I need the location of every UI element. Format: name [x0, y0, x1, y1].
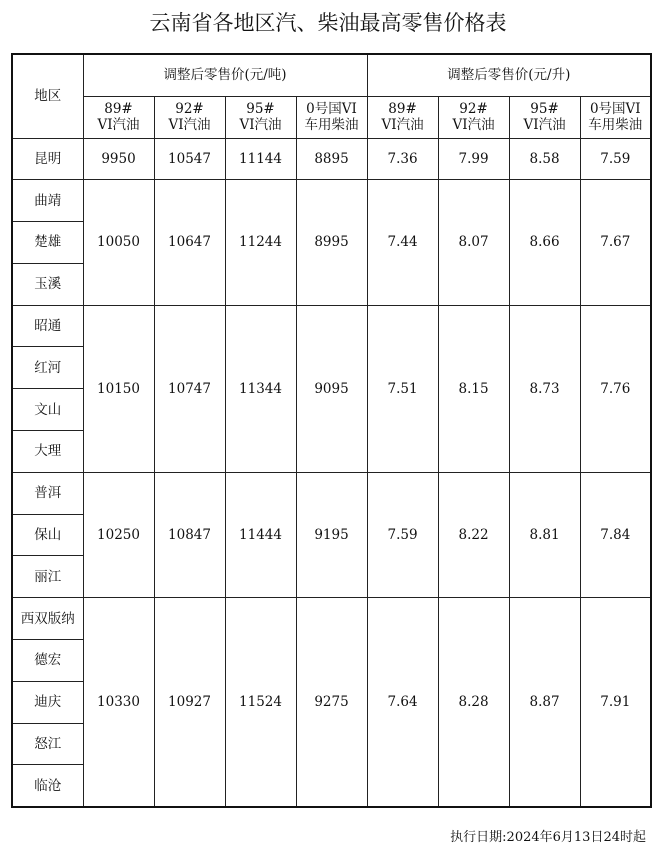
price-cell: 8995	[296, 180, 367, 305]
region-cell: 昭通	[12, 305, 83, 347]
price-cell: 8.07	[438, 180, 509, 305]
fuel-grade: 0号国VI	[589, 101, 641, 117]
price-cell: 9195	[296, 472, 367, 597]
price-cell: 8.15	[438, 305, 509, 472]
price-cell: 11344	[225, 305, 296, 472]
region-cell: 迪庆	[12, 681, 83, 723]
price-cell: 11144	[225, 138, 296, 180]
fuel-grade: 95#	[530, 101, 559, 117]
price-cell: 8.87	[509, 598, 580, 807]
table-row	[12, 138, 651, 180]
region-cell: 普洱	[12, 472, 83, 514]
price-cell: 10547	[154, 138, 225, 180]
fuel-type-header	[509, 96, 580, 138]
region-header: 地区	[12, 54, 83, 138]
price-cell: 7.44	[367, 180, 438, 305]
price-cell: 7.99	[438, 138, 509, 180]
price-cell: 11524	[225, 598, 296, 807]
fuel-type-header	[154, 96, 225, 138]
price-cell: 8.58	[509, 138, 580, 180]
fuel-grade: 0号国VI	[306, 101, 357, 117]
price-cell: 11244	[225, 180, 296, 305]
price-cell: 7.59	[367, 472, 438, 597]
region-cell: 楚雄	[12, 222, 83, 264]
table-row	[12, 598, 651, 640]
effective-date: 执行日期:2024年6月13日24时起	[450, 830, 646, 845]
price-cell: 7.76	[580, 305, 651, 472]
region-cell: 昆明	[12, 138, 83, 180]
group-header-per-ton: 调整后零售价(元/吨)	[83, 54, 367, 96]
region-cell: 文山	[12, 389, 83, 431]
price-cell: 10747	[154, 305, 225, 472]
fuel-grade: 89#	[104, 101, 133, 117]
page-title: 云南省各地区汽、柴油最高零售价格表	[149, 11, 507, 35]
region-cell: 德宏	[12, 640, 83, 682]
price-cell: 11444	[225, 472, 296, 597]
price-cell: 7.67	[580, 180, 651, 305]
table-row	[12, 305, 651, 347]
region-cell: 西双版纳	[12, 598, 83, 640]
price-cell: 10250	[83, 472, 154, 597]
fuel-grade: 95#	[246, 101, 275, 117]
price-cell: 7.84	[580, 472, 651, 597]
price-cell: 9275	[296, 598, 367, 807]
fuel-grade: 92#	[175, 101, 204, 117]
price-cell: 8.28	[438, 598, 509, 807]
region-cell: 保山	[12, 514, 83, 556]
fuel-kind: 车用柴油	[588, 117, 643, 133]
fuel-kind: VI汽油	[523, 117, 566, 133]
group-header-per-liter: 调整后零售价(元/升)	[367, 54, 651, 96]
fuel-kind: VI汽油	[97, 117, 140, 133]
region-cell: 玉溪	[12, 263, 83, 305]
price-cell: 8.73	[509, 305, 580, 472]
fuel-type-header	[225, 96, 296, 138]
price-cell: 8.81	[509, 472, 580, 597]
price-cell: 10927	[154, 598, 225, 807]
price-cell: 7.91	[580, 598, 651, 807]
region-cell: 丽江	[12, 556, 83, 598]
price-cell: 7.36	[367, 138, 438, 180]
fuel-type-header	[580, 96, 651, 138]
fuel-type-header	[296, 96, 367, 138]
price-cell: 8.22	[438, 472, 509, 597]
fuel-kind: VI汽油	[381, 117, 424, 133]
region-cell: 红河	[12, 347, 83, 389]
fuel-price-table	[11, 53, 652, 808]
fuel-kind: VI汽油	[452, 117, 495, 133]
price-cell: 10150	[83, 305, 154, 472]
fuel-type-header	[83, 96, 154, 138]
fuel-grade: 89#	[388, 101, 417, 117]
price-cell: 8895	[296, 138, 367, 180]
fuel-type-header	[367, 96, 438, 138]
table-row	[12, 472, 651, 514]
fuel-kind: 车用柴油	[304, 117, 359, 133]
price-cell: 10330	[83, 598, 154, 807]
region-cell: 临沧	[12, 765, 83, 807]
fuel-grade: 92#	[459, 101, 488, 117]
price-cell: 8.66	[509, 180, 580, 305]
region-cell: 曲靖	[12, 180, 83, 222]
price-cell: 7.51	[367, 305, 438, 472]
price-cell: 9950	[83, 138, 154, 180]
region-cell: 大理	[12, 431, 83, 473]
price-cell: 10050	[83, 180, 154, 305]
region-cell: 怒江	[12, 723, 83, 765]
price-cell: 9095	[296, 305, 367, 472]
fuel-kind: VI汽油	[239, 117, 282, 133]
fuel-kind: VI汽油	[168, 117, 211, 133]
price-cell: 10847	[154, 472, 225, 597]
table-row	[12, 180, 651, 222]
price-cell: 7.64	[367, 598, 438, 807]
price-cell: 10647	[154, 180, 225, 305]
price-cell: 7.59	[580, 138, 651, 180]
fuel-type-header	[438, 96, 509, 138]
